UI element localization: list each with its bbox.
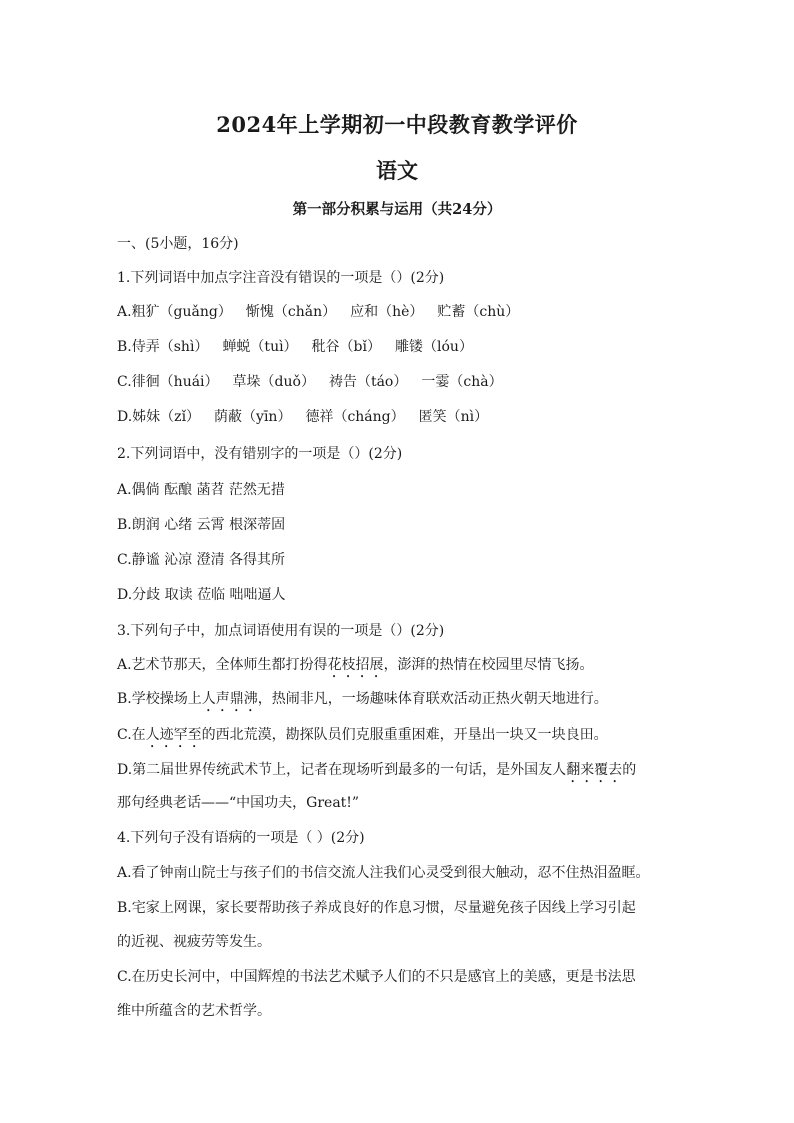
- option-item: 祷告（táo）: [328, 374, 408, 390]
- q3-option-d: [117, 760, 636, 786]
- option-item: 秕谷（bǐ）: [311, 339, 382, 355]
- q1-option-d: [117, 407, 502, 427]
- option-item: 惭愧（chǎn）: [245, 304, 337, 320]
- text-span: 的西北荒漠，勘探队员们克服重重困难，开垦出一块又一块良田。: [201, 727, 608, 743]
- option-item: 蝉蜕（tuì）: [222, 339, 298, 355]
- q3-option-b: [117, 689, 608, 715]
- q1-option-a: [117, 302, 533, 322]
- q3-option-c: [117, 725, 608, 751]
- text-span: A.艺术节那天，全体师生都打扮得: [117, 657, 328, 673]
- option-item: 姊妹（zǐ）: [132, 409, 201, 425]
- text-span: C.在: [117, 727, 146, 743]
- q2-option-b: B.朗润 心绪 云霄 根深蒂固: [117, 517, 286, 533]
- q4-stem: 4.下列句子没有语病的一项是（ ）(2分): [117, 830, 365, 846]
- q4-option-c: C.在历史长河中，中国辉煌的书法艺术赋予人们的不只是感官上的美感，更是书法思: [117, 969, 636, 985]
- q4-option-b-continued: 的近视、视疲劳等发生。: [117, 934, 271, 950]
- subject-title: 语文: [376, 158, 418, 183]
- q2-option-a: A.偶倘 酝酿 菡苕 茫然无措: [117, 482, 285, 498]
- q1-option-b: [117, 337, 487, 357]
- q2-option-d: D.分歧 取读 莅临 咄咄逼人: [117, 587, 286, 603]
- option-item: 草垛（duǒ）: [232, 374, 315, 390]
- text-span: ，澎湃的热情在校园里尽情飞扬。: [383, 657, 594, 673]
- option-prefix: C.: [117, 374, 132, 390]
- option-item: 雕镂（lóu）: [395, 339, 473, 355]
- option-item: 一霎（chà）: [421, 374, 503, 390]
- q2-option-c: C.静谧 沁凉 澄清 各得其所: [117, 552, 286, 568]
- dotted-phrase: 翻来覆去: [566, 762, 623, 778]
- option-item: 荫蔽（yīn）: [214, 409, 292, 425]
- q4-option-a: A.看了钟南山院士与孩子们的书信交流人注我们心灵受到很大触动，忍不住热泪盈眶。: [117, 865, 650, 881]
- q1-stem: 1.下列词语中加点字注音没有错误的一项是（）(2分): [117, 270, 445, 286]
- q1-option-c: [117, 372, 517, 392]
- exam-title: 2024年上学期初一中段教育教学评价: [216, 112, 578, 137]
- option-item: 德祥（cháng）: [305, 409, 405, 425]
- option-prefix: D.: [117, 409, 133, 425]
- text-span: D.第二届世界传统武术节上，记者在现场听到最多的一句话，是外国友人: [117, 762, 567, 778]
- text-span: B.学校操场上: [117, 691, 202, 707]
- dotted-phrase: 人声鼎沸: [201, 691, 258, 707]
- option-prefix: B.: [117, 339, 132, 355]
- option-item: 粗犷（guǎng）: [131, 304, 232, 320]
- option-item: 匿笑（nì）: [418, 409, 489, 425]
- q4-option-c-continued: 维中所蕴含的艺术哲学。: [117, 1003, 271, 1019]
- q3-option-a: [117, 655, 594, 681]
- q4-option-b: B.宅家上网课，家长要帮助孩子养成良好的作息习惯，尽量避免孩子因线上学习引起: [117, 900, 636, 916]
- q2-stem: 2.下列词语中，没有错别字的一项是（）(2分): [117, 446, 403, 462]
- text-span: ，热闹非凡，一场趣味体育联欢活动正热火朝天地进行。: [257, 691, 608, 707]
- option-item: 侍弄（shì）: [131, 339, 209, 355]
- section-heading: 第一部分积累与运用（共24分）: [292, 201, 502, 218]
- part-heading: 一、(5小题，16分): [117, 236, 239, 252]
- dotted-phrase: 人迹罕至: [145, 727, 202, 743]
- option-item: 贮蓄（chù）: [437, 304, 520, 320]
- q3-stem: 3.下列句子中，加点词语使用有误的一项是（）(2分): [117, 623, 445, 639]
- q3-option-d-continued: 那句经典老话——“中国功夫，Great!”: [117, 795, 360, 811]
- option-item: 徘徊（huái）: [131, 374, 219, 390]
- text-span: 的: [622, 762, 637, 778]
- dotted-phrase: 花枝招展: [327, 657, 384, 673]
- option-item: 应和（hè）: [350, 304, 424, 320]
- option-prefix: A.: [117, 304, 132, 320]
